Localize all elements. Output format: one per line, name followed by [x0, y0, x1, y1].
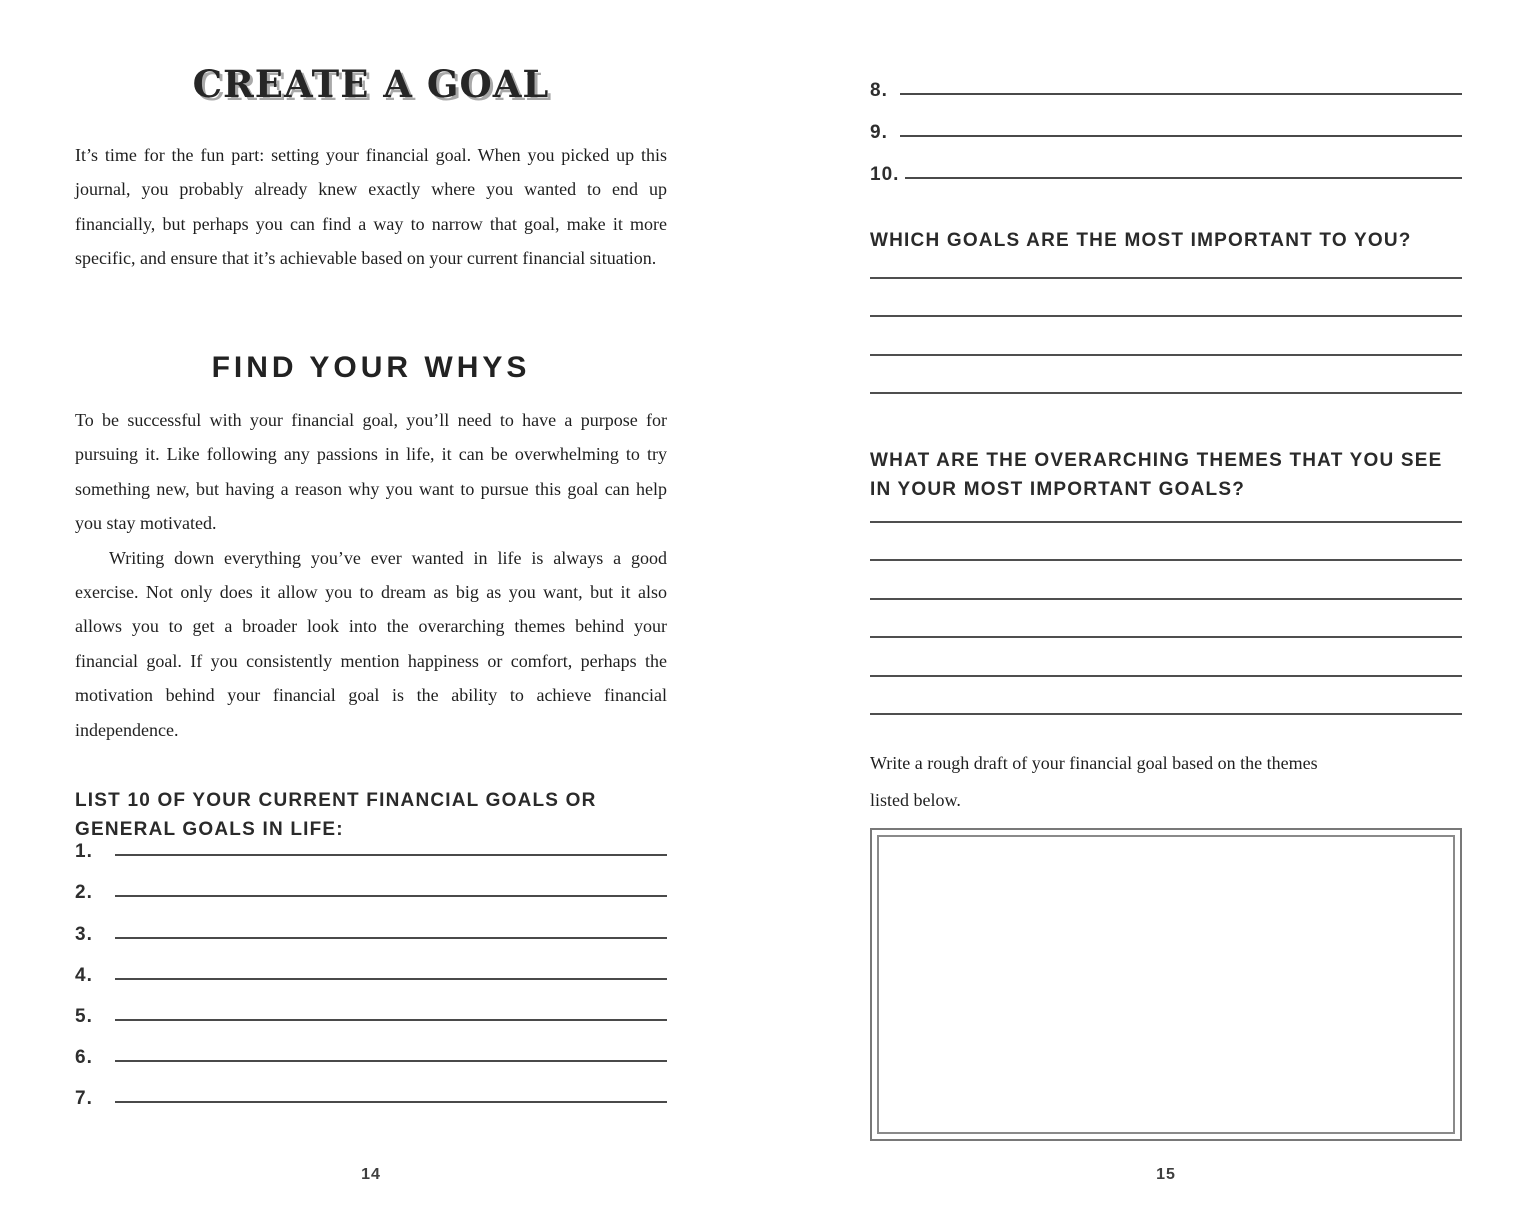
blank-write-line [870, 523, 1462, 562]
goal-number: 3. [75, 923, 93, 945]
blank-write-line [870, 317, 1462, 356]
goal-list-item [870, 143, 1462, 185]
draft-writing-box-inner [877, 835, 1455, 1134]
goal-list-item [75, 903, 667, 944]
blank-write-line [115, 1019, 667, 1021]
blank-write-line [115, 978, 667, 980]
blank-write-line [115, 1060, 667, 1062]
blank-write-line [900, 93, 1462, 95]
blank-write-line [115, 854, 667, 856]
blank-write-line [870, 240, 1462, 279]
intro-paragraph: It’s time for the fun part: setting your financial goal. When you picked up this journal, you probably already knew exactly where you wanted to end up financially, but perhaps you can find a way to narrow that goal, make it more specific, and ensure that it’s achievable based on your current financial situation. [75, 145, 667, 269]
goal-list-item [75, 821, 667, 862]
section-heading: FIND YOUR WHYS [211, 351, 531, 384]
blank-write-line [870, 356, 1462, 395]
goal-list-item [75, 1068, 667, 1109]
blank-write-line [115, 937, 667, 939]
goal-list-item [75, 945, 667, 986]
blank-write-line [900, 135, 1462, 137]
goal-number: 4. [75, 964, 93, 986]
draft-prompt-line-1: Write a rough draft of your financial goal based on the themes [870, 753, 1318, 773]
goal-list-item [870, 59, 1462, 101]
goal-list-item [870, 101, 1462, 143]
goal-number: 6. [75, 1047, 93, 1069]
answer-lines-question-1 [870, 240, 1462, 394]
draft-prompt [870, 745, 1462, 818]
blank-write-line [115, 1101, 667, 1103]
goal-list-1-7 [75, 821, 667, 1109]
draft-prompt-line-2: listed below. [870, 789, 961, 810]
goal-number: 5. [75, 1005, 93, 1027]
question-2-line-2: IN YOUR MOST IMPORTANT GOALS? [870, 479, 1246, 500]
answer-lines-question-2 [870, 484, 1462, 715]
goal-number: 8. [870, 80, 888, 101]
draft-writing-box [870, 828, 1462, 1141]
goal-number: 10. [870, 164, 900, 185]
left-page [75, 0, 667, 1229]
list-prompt-line-1: LIST 10 OF YOUR CURRENT FINANCIAL GOALS OR [75, 790, 597, 811]
goal-number: 7. [75, 1088, 93, 1110]
whys-paragraph-1: To be successful with your financial goal, you’ll need to have a purpose for pursuing it. Like following any passions in life, it can be overwhelming to try something new, but having a reason why you want to pursue this goal can help you stay motivated. [75, 410, 667, 534]
right-page [870, 0, 1462, 1229]
blank-write-line [870, 677, 1462, 716]
blank-write-line [870, 484, 1462, 523]
blank-write-line [870, 561, 1462, 600]
goal-number: 1. [75, 841, 93, 863]
page-title: CREATE A GOAL [192, 62, 550, 106]
goal-number: 2. [75, 882, 93, 904]
blank-write-line [870, 279, 1462, 318]
blank-write-line [905, 177, 1462, 179]
goal-number: 9. [870, 122, 888, 143]
blank-write-line [870, 600, 1462, 639]
question-2-line-1: WHAT ARE THE OVERARCHING THEMES THAT YOU SEE [870, 450, 1443, 471]
goal-list-item [75, 862, 667, 903]
goal-list-item [75, 986, 667, 1027]
page-number-right: 15 [1156, 1166, 1176, 1183]
goal-list-8-10 [870, 59, 1462, 185]
blank-write-line [870, 638, 1462, 677]
goal-list-item [75, 1027, 667, 1068]
list-prompt-line-2: GENERAL GOALS IN LIFE: [75, 819, 344, 840]
page-number-left: 14 [361, 1166, 381, 1183]
whys-paragraphs [75, 403, 667, 747]
whys-paragraph-2: Writing down everything you’ve ever wanted in life is always a good exercise. Not only does it allow you to dream as big as you want, but it also allows you to get a broader look into the overarching themes behind your financial goal. If you consistently mention happiness or comfort, perhaps the motivation behind your financial goal is the ability to achieve financial independence. [75, 547, 667, 740]
question-important-goals: WHICH GOALS ARE THE MOST IMPORTANT TO YOU? [870, 230, 1412, 251]
blank-write-line [115, 895, 667, 897]
